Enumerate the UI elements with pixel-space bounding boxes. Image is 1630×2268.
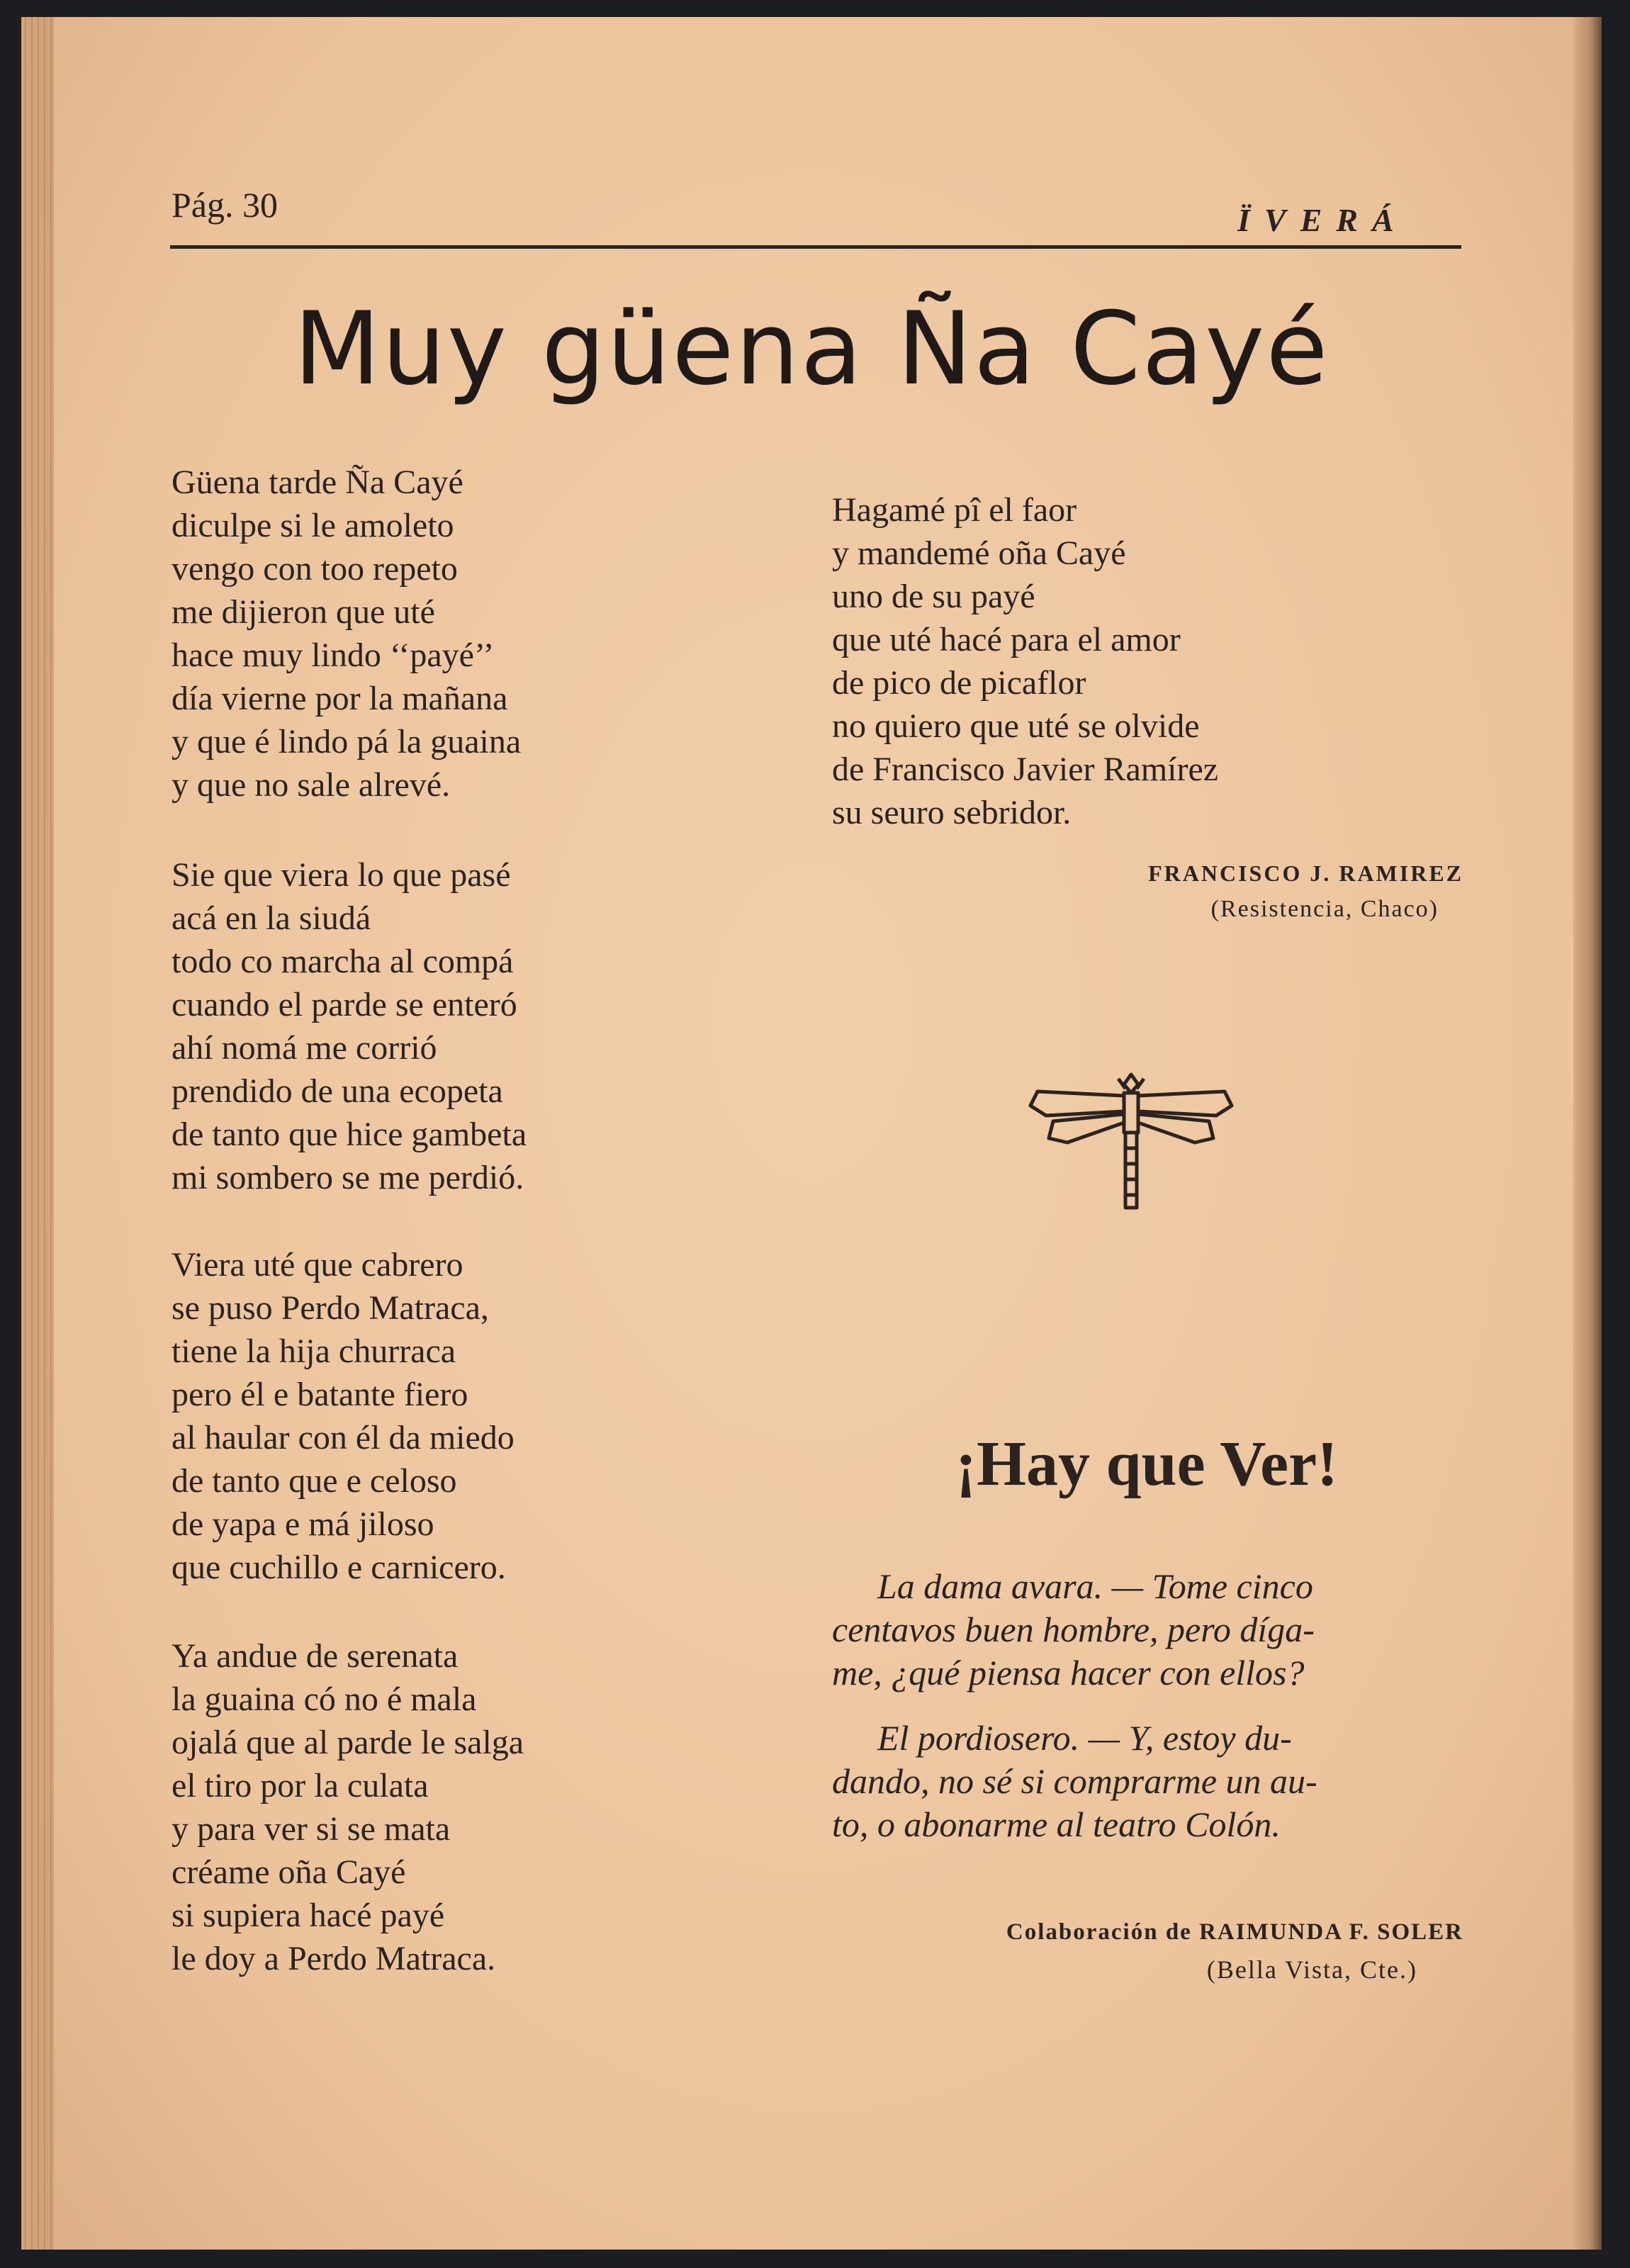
poem-line: uno de su payé	[832, 578, 1035, 615]
poem-line: créame oña Cayé	[172, 1853, 406, 1891]
stanza-3	[172, 1243, 738, 1589]
poem-line: ahí nomá me corrió	[172, 1029, 437, 1067]
poem-line: diculpe si le amoleto	[172, 507, 454, 544]
joke-line: El pordiosero. — Y, estoy du-	[877, 1718, 1292, 1758]
poem-author: FRANCISCO J. RAMIREZ	[1148, 860, 1463, 886]
poem-line: no quiero que uté se olvide	[832, 707, 1200, 745]
poem-line: de yapa e má jiloso	[172, 1505, 434, 1543]
poem-line: que cuchillo e carnicero.	[172, 1549, 506, 1586]
poem-line: y que é lindo pá la guaina	[172, 723, 522, 760]
joke-line: dando, no sé si comprarme un au-	[832, 1761, 1317, 1801]
stanza-1	[172, 461, 738, 807]
poem-line: hace muy lindo ‘‘payé’’	[172, 636, 495, 674]
joke-line: centavos buen hombre, pero díga-	[832, 1610, 1315, 1649]
poem-line: que uté hacé para el amor	[832, 621, 1181, 658]
poem-line: de Francisco Javier Ramírez	[832, 751, 1219, 788]
poem-line: prendido de una ecopeta	[172, 1072, 503, 1110]
final-stanza	[832, 488, 1456, 834]
joke-line: to, o abonarme al teatro Colón.	[832, 1804, 1281, 1844]
page-number: Pág. 30	[172, 185, 278, 225]
poem-line: y que no sale alrevé.	[172, 766, 451, 804]
stanza-2	[172, 853, 738, 1199]
poem-title: Muy güena Ña Cayé	[293, 291, 1330, 408]
dragonfly-icon	[1025, 1065, 1237, 1220]
poem-line: todo co marcha al compá	[172, 943, 514, 980]
poem-line: el tiro por la culata	[172, 1767, 429, 1804]
poem-line: cuando el parde se enteró	[172, 986, 517, 1023]
poem-line: la guaina có no é mala	[172, 1680, 477, 1718]
poem-line: Viera uté que cabrero	[172, 1246, 463, 1284]
magazine-name: ÏVERÁ	[1237, 202, 1408, 238]
header-rule	[170, 245, 1461, 249]
joke-paragraph-2	[832, 1717, 1464, 1846]
poem-line: ojalá que al parde le salga	[172, 1724, 524, 1761]
poem-line: vengo con too repeto	[172, 550, 458, 588]
poem-line: al haular con él da miedo	[172, 1419, 515, 1456]
joke-line: La dama avara. — Tome cinco	[877, 1566, 1313, 1606]
joke-title: ¡Hay que Ver!	[955, 1429, 1338, 1499]
joke-line: me, ¿qué piensa hacer con ellos?	[832, 1653, 1305, 1692]
poem-line: de tanto que e celoso	[172, 1462, 457, 1500]
poem-line: y mandemé oña Cayé	[832, 534, 1126, 572]
poem-line: Ya andue de serenata	[172, 1637, 459, 1675]
poem-line: me dijieron que uté	[172, 593, 435, 631]
poem-author-location: (Resistencia, Chaco)	[1210, 896, 1439, 922]
poem-line: si supiera hacé payé	[172, 1897, 445, 1934]
poem-line: acá en la siudá	[172, 899, 371, 937]
poem-line: mi sombero se me perdió.	[172, 1159, 524, 1196]
poem-line: le doy a Perdo Matraca.	[172, 1940, 496, 1977]
joke-credit-location: (Bella Vista, Cte.)	[1206, 1955, 1417, 1984]
poem-line: Hagamé pî el faor	[832, 491, 1077, 529]
stanza-4	[172, 1634, 738, 1980]
poem-line: pero él e batante fiero	[172, 1376, 468, 1413]
poem-line: de tanto que hice gambeta	[172, 1116, 527, 1153]
poem-line: Güena tarde Ña Cayé	[172, 464, 463, 501]
poem-line: se puso Perdo Matraca,	[172, 1289, 489, 1327]
magazine-page	[21, 17, 1602, 2250]
poem-line: de pico de picaflor	[832, 664, 1086, 702]
joke-paragraph-1	[832, 1565, 1464, 1695]
poem-line: tiene la hija churraca	[172, 1332, 456, 1370]
poem-line: Sie que viera lo que pasé	[172, 856, 511, 894]
poem-line: día vierne por la mañana	[172, 680, 508, 717]
poem-line: y para ver si se mata	[172, 1810, 451, 1848]
joke-credit: Colaboración de RAIMUNDA F. SOLER	[1006, 1919, 1463, 1945]
poem-line: su seuro sebridor.	[832, 794, 1072, 831]
